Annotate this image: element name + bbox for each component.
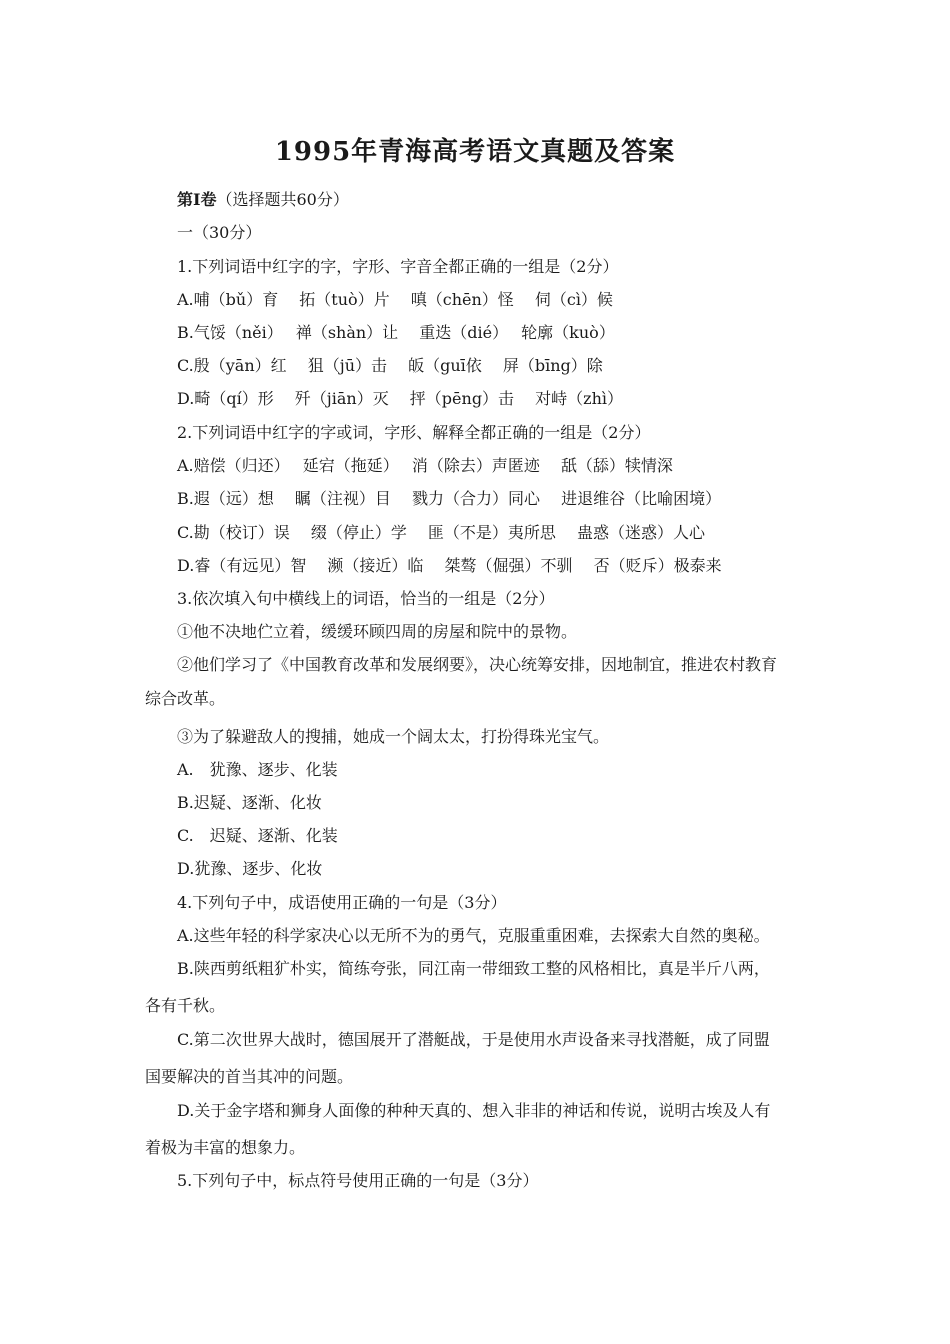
q3-stem: 3.依次填入句中横线上的词语，恰当的一组是（2分） xyxy=(177,589,555,608)
q1-option-b: B.气馁（něi） 禅（shàn）让 重迭（dié） 轮廓（kuò） xyxy=(177,323,615,342)
q4-option-d: D.关于金字塔和狮身人面像的种种天真的、想入非非的神话和传说，说明古埃及人有 xyxy=(177,1101,771,1120)
q4-option-b-cont: 各有千秋。 xyxy=(145,996,226,1015)
q4-option-c-cont: 国要解决的首当其冲的问题。 xyxy=(145,1067,354,1086)
section-note: （选择题共60分） xyxy=(216,190,349,209)
q2-option-a: A.赔偿（归还） 延宕（拖延） 消（除去）声匿迹 舐（舔）犊情深 xyxy=(177,456,673,475)
q4-option-c: C.第二次世界大战时，德国展开了潜艇战，于是使用水声设备来寻找潜艇，成了同盟 xyxy=(177,1030,770,1049)
document-title: 1995年青海高考语文真题及答案 xyxy=(274,137,676,167)
q4-option-a: A.这些年轻的科学家决心以无所不为的勇气，克服重重困难，去探索大自然的奥秘。 xyxy=(177,926,770,945)
q4-option-d-cont: 着极为丰富的想象力。 xyxy=(145,1138,306,1157)
q1-option-c: C.殷（yān）红 狙（jū）击 皈（guī依 屏（bīng）除 xyxy=(177,356,603,375)
q2-option-b: B.遐（远）想 瞩（注视）目 戮力（合力）同心 进退维谷（比喻困境） xyxy=(177,489,722,508)
q3-sentence-1: ①他不决地伫立着，缓缓环顾四周的房屋和院中的景物。 xyxy=(177,622,578,641)
q3-sentence-2: ②他们学习了《中国教育改革和发展纲要》，决心统筹安排，因地制宜，推进农村教育 xyxy=(177,655,778,674)
q2-option-c: C.勘（校订）误 缀（停止）学 匪（不是）夷所思 蛊惑（迷惑）人心 xyxy=(177,523,706,542)
q4-option-b: B.陕西剪纸粗犷朴实，简练夸张，同江南一带细致工整的风格相比，真是半斤八两， xyxy=(177,959,770,978)
q2-option-d: D.睿（有远见）智 濒（接近）临 桀骜（倔强）不驯 否（贬斥）极泰来 xyxy=(177,556,722,575)
q5-stem: 5.下列句子中，标点符号使用正确的一句是（3分） xyxy=(177,1171,539,1190)
q1-option-a: A.哺（bǔ）育 拓（tuò）片 嗔（chēn）怪 伺（cì）候 xyxy=(177,290,613,309)
q2-stem: 2.下列词语中红字的字或词，字形、解释全都正确的一组是（2分） xyxy=(177,423,651,442)
part-heading: 一（30分） xyxy=(177,223,262,242)
q3-sentence-3: ③为了躲避敌人的搜捕，她成一个阔太太，打扮得珠光宝气。 xyxy=(177,727,610,746)
section-label: 第Ⅰ卷 xyxy=(177,190,217,209)
q1-stem: 1.下列词语中红字的字，字形、字音全都正确的一组是（2分） xyxy=(177,257,619,276)
q3-option-a: A. 犹豫、逐步、化装 xyxy=(177,760,338,779)
q3-option-c: C. 迟疑、逐渐、化装 xyxy=(177,826,338,845)
q4-stem: 4.下列句子中，成语使用正确的一句是（3分） xyxy=(177,893,507,912)
section-heading xyxy=(177,190,349,210)
q3-option-d: D.犹豫、逐步、化妆 xyxy=(177,859,323,878)
q1-option-d: D.畸（qí）形 歼（jiān）灭 抨（pēng）击 对峙（zhì） xyxy=(177,389,623,408)
q3-sentence-2-cont: 综合改革。 xyxy=(145,689,226,708)
q3-option-b: B.迟疑、逐渐、化妆 xyxy=(177,793,322,812)
